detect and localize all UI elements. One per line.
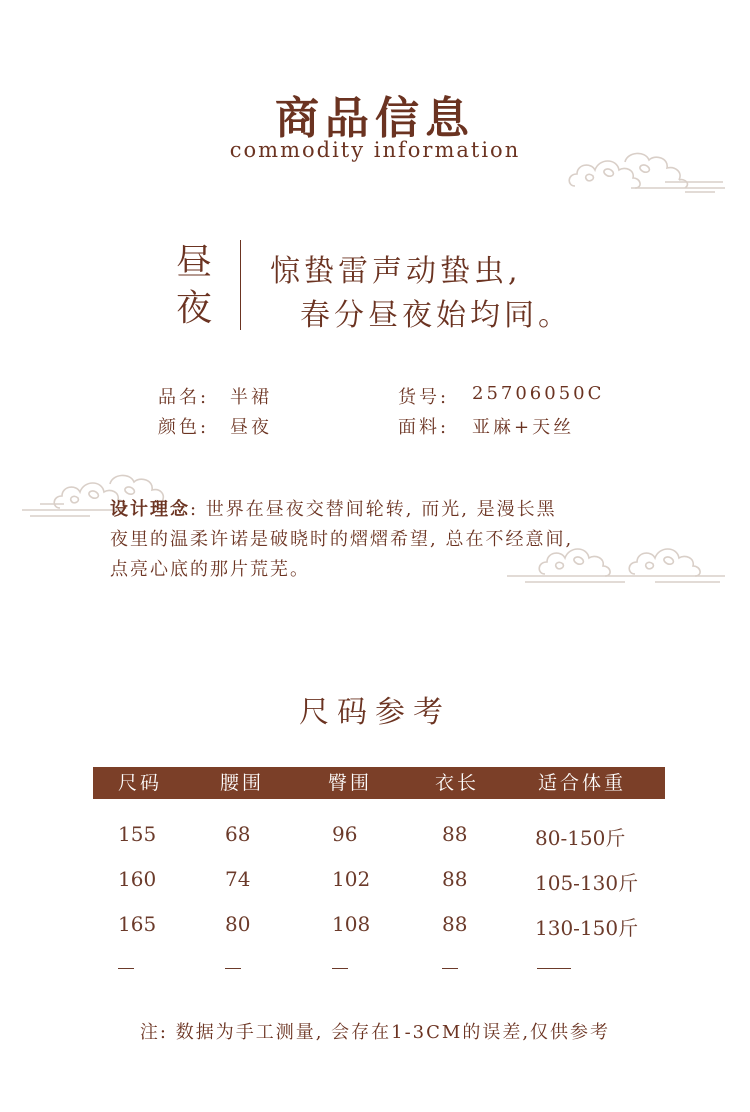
table-cell: 165 [118,912,157,936]
empty-cell-dash [332,968,348,969]
column-header-size: 尺码 [118,772,163,794]
collection-name-char-1: 昼 [176,242,213,283]
product-code-value: 25706050C [472,383,605,404]
color-value: 昼夜 [230,417,272,438]
empty-cell-dash [225,968,241,969]
table-cell: 80-150斤 [535,826,626,850]
design-concept [110,495,670,585]
collection-name [176,240,222,332]
color-label: 颜色: [158,417,210,438]
table-cell: 88 [442,822,468,846]
empty-cell-dash [442,968,458,969]
design-concept-line-3: 点亮心底的那片荒芜。 [110,559,310,580]
column-header-weight: 适合体重 [538,772,627,794]
table-cell: 102 [332,867,371,891]
table-cell: 80 [225,912,251,936]
table-cell: 105-130斤 [535,871,639,895]
measurement-note: 注: 数据为手工测量, 会存在1-3CM的误差,仅供参考 [139,1022,611,1043]
product-name-value: 半裙 [230,387,272,408]
column-header-waist: 腰围 [220,772,265,794]
fabric-value: 亚麻+天丝 [472,417,575,438]
poem-line-2: 春分昼夜始均同。 [300,298,572,333]
poem-divider [240,240,241,330]
collection-name-char-2: 夜 [176,288,213,329]
poem-line-1: 惊蛰雷声动蛰虫, [270,254,522,289]
product-code-label: 货号: [398,387,450,408]
cloud-decoration-top-right [565,148,730,200]
table-cell: 96 [332,822,358,846]
page-title: 商品信息 [275,93,475,144]
design-concept-text-1: : 世界在昼夜交替间轮转, 而光, 是漫长黑 [190,499,557,520]
table-cell: 88 [442,912,468,936]
table-cell: 130-150斤 [535,916,639,940]
page-subtitle: commodity information [229,138,521,162]
size-chart-title: 尺码参考 [299,695,451,730]
table-cell: 160 [118,867,157,891]
empty-cell-dash [118,968,134,969]
table-cell: 88 [442,867,468,891]
design-concept-label: 设计理念 [110,499,190,520]
design-concept-line-1 [110,495,670,525]
table-cell: 68 [225,822,251,846]
fabric-label: 面料: [398,417,450,438]
product-name-label: 品名: [158,387,210,408]
column-header-hip: 臀围 [328,772,373,794]
table-cell: 74 [225,867,251,891]
column-header-length: 衣长 [435,772,480,794]
design-concept-line-2: 夜里的温柔许诺是破晓时的熠熠希望, 总在不经意间, [110,529,574,550]
table-cell: 108 [332,912,371,936]
table-cell: 155 [118,822,157,846]
empty-cell-dash [537,968,571,969]
